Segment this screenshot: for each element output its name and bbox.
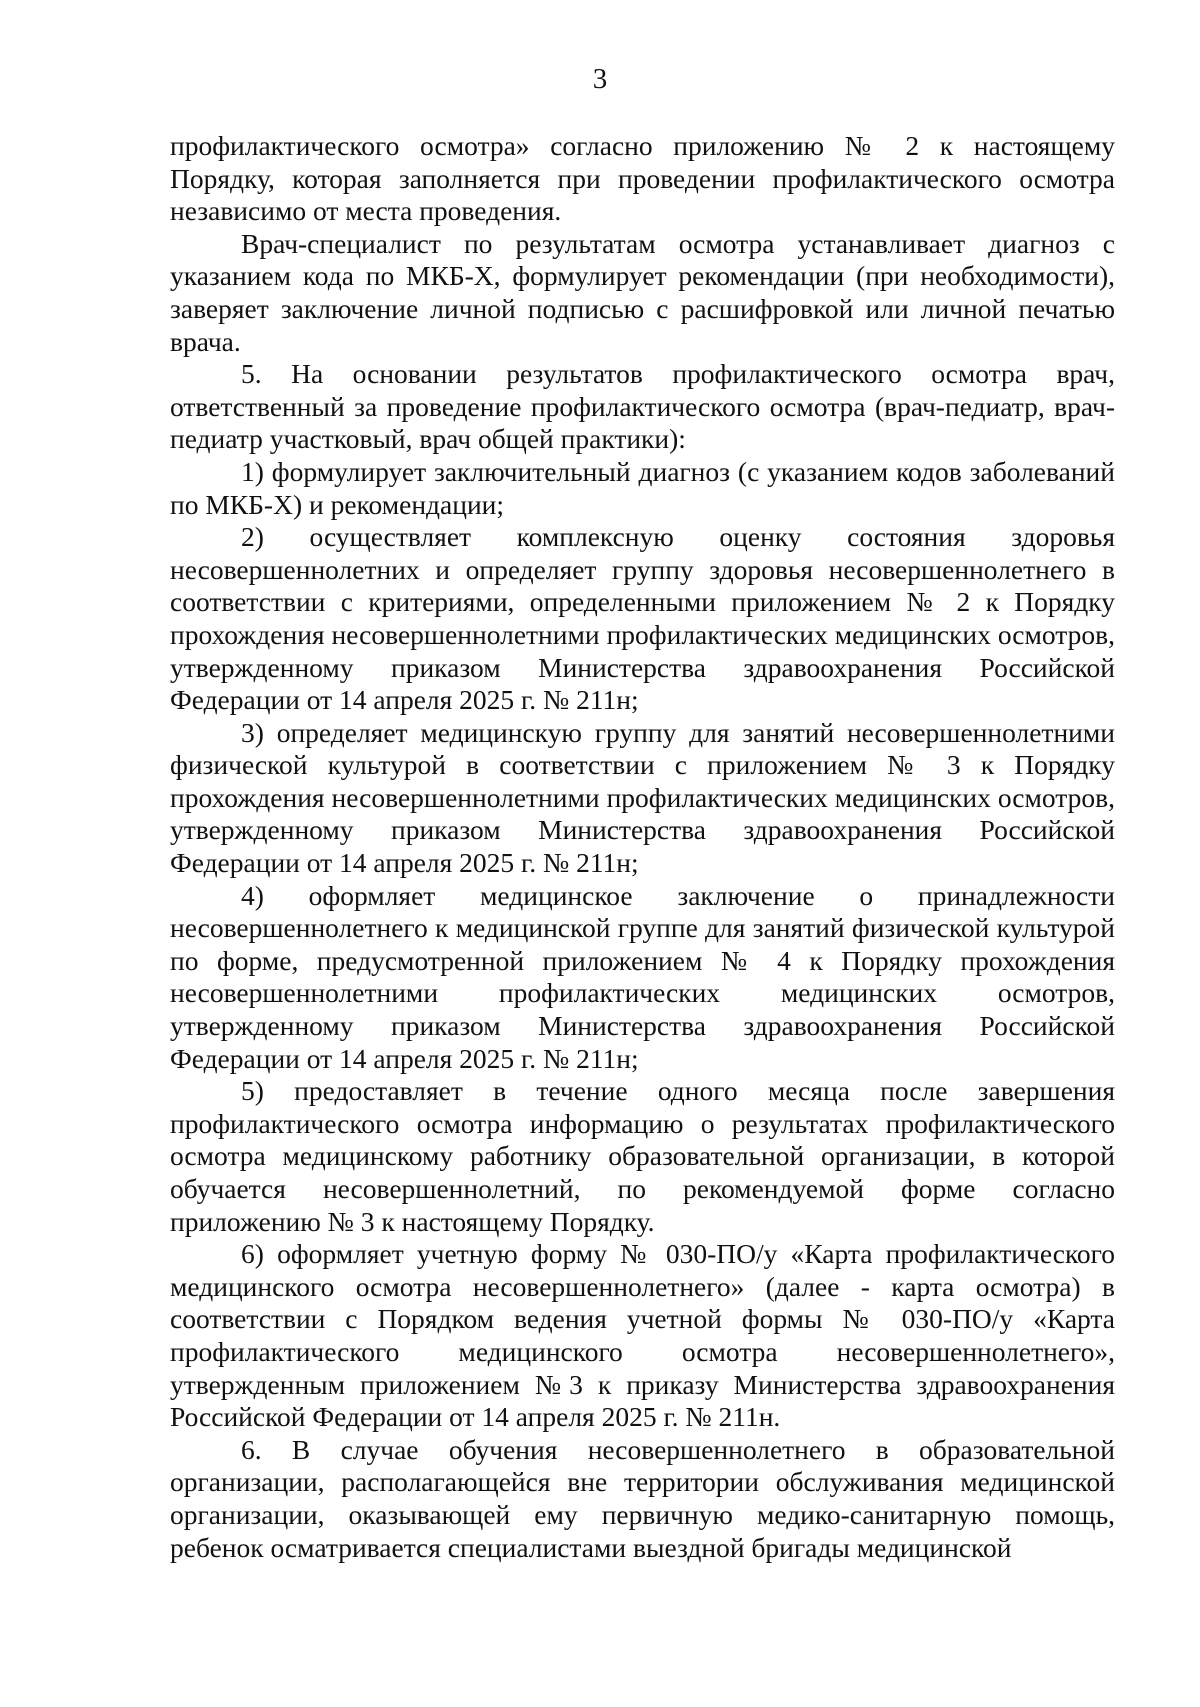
paragraph-specialist-diagnosis: Врач-специалист по результатам осмотра устанавливает диагноз с указанием кода по МКБ-Х, формулирует рекомендации (при необходимости), заверяет заключение личной подписью с расшифровкой или личной печатью врача. <box>170 227 1115 357</box>
paragraph-continuation: профилактического осмотра» согласно приложению № 2 к настоящему Порядку, которая заполняется при проведении профилактического осмотра независимо от места проведения. <box>170 130 1115 227</box>
paragraph-item-5-4: 4) оформляет медицинское заключение о принадлежности несовершеннолетнего к медицинской группе для занятий физической культурой по форме, предусмотренной приложением № 4 к Порядку прохождения несовершеннолетними профилактических медицинских осмотров, утвержденному приказом Министерства здравоохранения Российской Федерации от 14 апреля 2025 г. № 211н; <box>170 879 1115 1074</box>
paragraph-item-5-6: 6) оформляет учетную форму № 030-ПО/у «Карта профилактического медицинского осмотра несовершеннолетнего» (далее - карта осмотра) в соответствии с Порядком ведения учетной формы № 030-ПО/у «Карта профилактического медицинского осмотра несовершеннолетнего», утвержденным приложением №3 к приказу Министерства здравоохранения Российской Федерации от 14 апреля 2025 г. № 211н. <box>170 1238 1115 1433</box>
paragraph-item-5: 5. На основании результатов профилактического осмотра врач, ответственный за проведение профилактического осмотра (врач-педиатр, врач-педиатр участковый, врач общей практики): <box>170 358 1115 455</box>
paragraph-item-5-2: 2) осуществляет комплексную оценку состояния здоровья несовершеннолетних и определяет группу здоровья несовершеннолетнего в соответствии с критериями, определенными приложением № 2 к Порядку прохождения несовершеннолетними профилактических медицинских осмотров, утвержденному приказом Министерства здравоохранения Российской Федерации от 14 апреля 2025 г. № 211н; <box>170 521 1115 716</box>
paragraph-item-6: 6. В случае обучения несовершеннолетнего в образовательной организации, располагающейся вне территории обслуживания медицинской организации, оказывающей ему первичную медико-санитарную помощь, ребенок осматривается специалистами выездной бригады медицинской <box>170 1433 1115 1563</box>
document-body <box>170 130 1115 1564</box>
paragraph-item-5-1: 1) формулирует заключительный диагноз (с указанием кодов заболеваний по МКБ-Х) и рекомендации; <box>170 455 1115 520</box>
paragraph-item-5-5: 5) предоставляет в течение одного месяца после завершения профилактического осмотра информацию о результатах профилактического осмотра медицинскому работнику образовательной организации, в которой обучается несовершеннолетний, по рекомендуемой форме согласно приложению № 3 к настоящему Порядку. <box>170 1075 1115 1237</box>
page-number: 3 <box>592 63 608 95</box>
paragraph-item-5-3: 3) определяет медицинскую группу для занятий несовершеннолетними физической культурой в соответствии с приложением № 3 к Порядку прохождения несовершеннолетними профилактических медицинских осмотров, утвержденному приказом Министерства здравоохранения Российской Федерации от 14 апреля 2025 г. № 211н; <box>170 716 1115 879</box>
